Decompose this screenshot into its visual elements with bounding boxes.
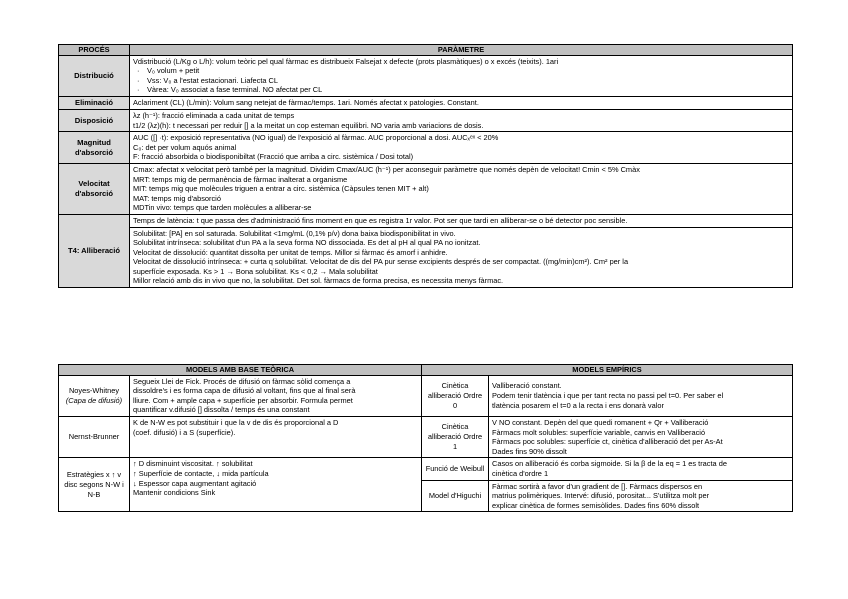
parameter-line: Aclariment (CL) (L/min): Volum sang netejat de fàrmac/temps. 1ari. Només afectat x patologies. Constant.	[133, 98, 479, 108]
model-name: Estratègies x ↑ v disc segons N-W i N-B	[59, 458, 130, 512]
model-line: matrius polimèriques. Intervé: difusió, porositat... S'utilitza molt per	[492, 491, 710, 501]
parameter-line: Vdistribució (L/Kg o L/h): volum teòric pel qual fàrmac es distribueix Falsejat x defecte (prots plasmàtiques) o x excés (teixits). 1ari	[133, 56, 559, 66]
process-name: Velocitat d'absorció	[59, 163, 130, 214]
parameter-line: Velocitat de dissolució intrínseca: + curta q solubilitat. Velocitat de dis del PA pur sense excipients després de ser compactat. ((mg/min)cm²). Cm² per la	[133, 257, 629, 267]
model-description	[130, 375, 422, 416]
header-theory-models: MODELS AMB BASE TEÒRICA	[59, 365, 422, 376]
parameter-cell	[130, 132, 793, 164]
parameter-line: C₀: det per volum aquós animal	[133, 142, 237, 152]
parameter-cell	[130, 109, 793, 131]
parameter-line: MAT: temps mig d'absorció	[133, 193, 221, 203]
model-line: quantificar v.difusió [] dissolta / temps és una constant	[133, 405, 310, 415]
model-name: Nernst-Brunner	[59, 416, 130, 457]
parameters-table	[58, 44, 793, 288]
parameter-line: t1/2 (λz)(h): t necessari per reduir [] a la meitat un cop esteman equilibri. NO varia amb variacions de dosis.	[133, 120, 484, 130]
parameter-line: MIT: temps mig que molècules triguen a entrar a circ. sistèmica (Càpsules tenen MIT + alt)	[133, 184, 429, 194]
model-title: Noyes-Whitney	[68, 385, 120, 395]
model-description	[489, 416, 793, 457]
parameter-line: AUC ([] ·t): exposició representativa (NO igual) de l'exposició al fàrmac. AUC proporcional a dosi. AUCₓᵉˣ < 20%	[133, 133, 499, 143]
header-proces: PROCÉS	[59, 45, 130, 56]
header-empirical-models: MODELS EMPÍRICS	[422, 365, 793, 376]
model-name	[59, 375, 130, 416]
parameter-line: Temps de latència: t que passa des d'administració fins moment en que es registra 1r valor. Pot ser que tardi en alliberar-se o bé detector poc sensible.	[133, 215, 628, 225]
model-line: Fàrmacs molt solubles: superfície variable, canvis en Valliberació	[492, 427, 706, 437]
model-line: (coef. difusió) i a S (superfície).	[133, 427, 236, 437]
parameter-cell	[130, 214, 793, 227]
model-description	[489, 480, 793, 512]
process-name: Disposició	[59, 109, 130, 131]
parameter-cell	[130, 227, 793, 288]
header-parametre: PARÀMETRE	[130, 45, 793, 56]
table-row	[59, 375, 793, 416]
models-table	[58, 364, 793, 512]
model-line: Casos on alliberació és corba sigmoide. Si la β de la eq = 1 es tracta de	[492, 459, 727, 469]
table-row	[59, 163, 793, 214]
model-name: Cinètica alliberació Ordre 0	[422, 375, 489, 416]
parameter-line: Millor relació amb dis in vivo que no, la solubilitat. Det sol. fàrmacs de forma precisa, es necessita menys fàrmac.	[133, 276, 504, 286]
table-row	[59, 416, 793, 457]
parameter-line: · Vss: V₀ a l'estat estacionari. Liafecta CL	[133, 76, 789, 86]
table-row	[59, 132, 793, 164]
table-row	[59, 227, 793, 288]
model-description	[130, 458, 422, 512]
process-name: Distribució	[59, 55, 130, 96]
model-name: Funció de Weibull	[422, 458, 489, 480]
model-line: explicar cinètica de formes semisòlides. Dades fins 60% dissolt	[492, 500, 700, 510]
model-line: ↑ D disminuint viscositat. ↑ solubilitat	[133, 459, 253, 469]
model-line: Valliberació constant.	[492, 381, 562, 391]
parameter-line: · V₀ volum + petit	[133, 66, 789, 76]
parameter-cell	[130, 96, 793, 109]
model-line: ↓ Espessor capa augmentant agitació	[133, 478, 257, 488]
model-line: lliure. Com + ample capa + superfície per absorbir. Formula permet	[133, 395, 353, 405]
parameter-line: Solubilitat: [PA] en sol saturada. Solubilitat <1mg/mL (0,1% p/v) dona baixa biodisponibilitat in vivo.	[133, 228, 456, 238]
table-header-row	[59, 45, 793, 56]
parameter-line: · Vàrea: V₀ associat a fase terminal. NO afectat per CL	[133, 85, 789, 95]
model-line: Fàrmacs poc solubles: superfície ct, cinètica d'alliberació det per As-At	[492, 437, 723, 447]
model-subtitle: (Capa de difusió)	[65, 395, 123, 405]
table-row	[59, 109, 793, 131]
table-header-row	[59, 365, 793, 376]
process-name: T4: Alliberació	[59, 214, 130, 287]
parameter-line: Solubilitat intrínseca: solubilitat d'un PA a la seva forma NO dissociada. Es det al pH al qual PA no ionitzat.	[133, 238, 481, 248]
table-row	[59, 214, 793, 227]
table-row	[59, 96, 793, 109]
parameter-line: Velocitat de dissolució: quantitat dissolta per unitat de temps. Millor si fàrmac és amorf i anhidre.	[133, 247, 448, 257]
model-line: cinètica d'ordre 1	[492, 468, 549, 478]
model-name: Model d'Higuchi	[422, 480, 489, 512]
parameter-line: λz (h⁻¹): fracció eliminada a cada unitat de temps	[133, 110, 295, 120]
parameter-line: MRT: temps mig de permanència de fàrmac inalterat a organisme	[133, 174, 348, 184]
table-row	[59, 55, 793, 96]
model-line: dissoldre's i es forma capa de difusió al voltant, fins que al final serà	[133, 386, 356, 396]
process-name: Eliminació	[59, 96, 130, 109]
parameter-line: superfície exposada. Ks > 1 → Bona solubilitat. Ks < 0,2 → Mala solubilitat	[133, 266, 378, 276]
model-line: Fàrmac sortirà a favor d'un gradient de []. Fàrmacs dispersos en	[492, 481, 703, 491]
parameter-line: F: fracció absorbida o biodisponibiltat (Fracció que arriba a circ. sistèmica / Dosi total)	[133, 152, 414, 162]
process-name: Magnitud d'absorció	[59, 132, 130, 164]
model-line: V NO constant. Depèn del que quedi romanent + Qr + Valliberació	[492, 417, 709, 427]
model-line: Podem tenir tlatència i que per tant recta no passi pel t=0. Per saber el	[492, 390, 724, 400]
model-line: ↑ Superfície de contacte, ↓ mida partícula	[133, 468, 269, 478]
parameter-line: MDTin vivo: temps que tarden molècules a alliberar-se	[133, 203, 312, 213]
model-line: Dades fins 90% dissolt	[492, 446, 567, 456]
model-line: K de N-W es pot substituir i que la v de dis és proporcional a D	[133, 417, 339, 427]
model-name: Cinètica alliberació Ordre 1	[422, 416, 489, 457]
model-line: Segueix Llei de Fick. Procés de difusió on fàrmac sòlid comença a	[133, 376, 351, 386]
model-line: tlatència posarem el t=0 a la recta i ens donarà valor	[492, 400, 664, 410]
model-line: Mantenir condicions Sink	[133, 488, 216, 498]
model-description	[130, 416, 422, 457]
model-description	[489, 375, 793, 416]
parameter-cell	[130, 163, 793, 214]
model-description	[489, 458, 793, 480]
table-row	[59, 458, 793, 480]
parameter-line: Cmax: afectat x velocitat però també per la magnitud. Dividim Cmax/AUC (h⁻¹) per aconseguir paràmetre que només depèn de velocitat! Cmin < 5% Cmàx	[133, 164, 640, 174]
parameter-cell	[130, 55, 793, 96]
